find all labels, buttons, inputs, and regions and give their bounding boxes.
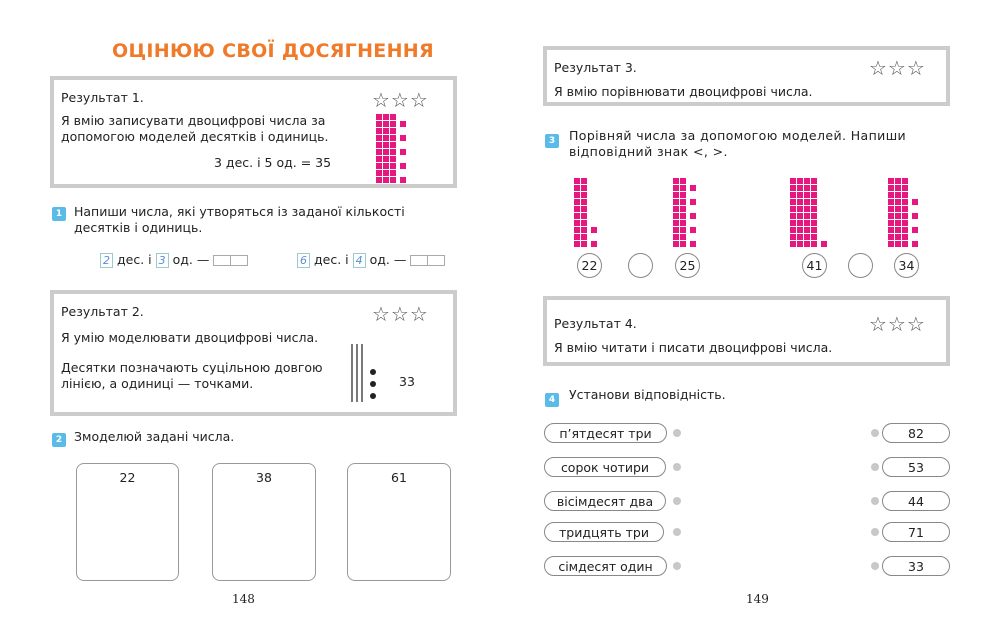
answer-cell[interactable] <box>427 255 445 266</box>
ones-digit: 3 <box>156 253 169 268</box>
word-pill[interactable]: п’ятдесят три <box>544 423 667 443</box>
tens-label: дес. і <box>313 252 349 267</box>
result-2-heading: Результат 2. <box>61 304 144 319</box>
word-pill[interactable]: тридцять три <box>544 522 664 542</box>
line-dot-model <box>350 342 390 406</box>
task-1-item-1 <box>100 252 248 269</box>
task-3-text: Порівняй числа за допомогою моделей. Напиши відповідний знак <, >. <box>569 128 907 159</box>
number-circle-25: 25 <box>675 253 700 278</box>
model-box-2[interactable] <box>212 463 316 581</box>
task-1-text: Напиши числа, які утворяться із заданої кількості десятків і одиниць. <box>74 204 405 235</box>
match-dot-right[interactable] <box>871 463 879 471</box>
result-2-text-2: Десятки позначають суцільною довгою лінією, а одиниці — точками. <box>61 360 323 391</box>
task-2-badge: 2 <box>52 433 66 447</box>
answer-cell[interactable] <box>410 255 428 266</box>
number-pill[interactable]: 53 <box>882 457 950 477</box>
page-number-right: 149 <box>746 592 769 606</box>
tens-label: дес. і <box>116 252 152 267</box>
match-dot-left[interactable] <box>673 497 681 505</box>
number-pill[interactable]: 44 <box>882 491 950 511</box>
model-box-3[interactable] <box>347 463 451 581</box>
ones-label: од. — <box>172 252 210 267</box>
word-pill[interactable]: сімдесят один <box>544 556 667 576</box>
word-pill[interactable]: вісімдесят два <box>544 491 666 511</box>
compare-model-22 <box>574 178 614 250</box>
result-3-box <box>543 46 950 106</box>
task-3-badge: 3 <box>545 134 559 148</box>
result-2-text-1: Я умію моделювати двоцифрові числа. <box>61 330 319 345</box>
compare-sign-circle-1[interactable] <box>628 253 653 278</box>
compare-model-25 <box>673 178 713 250</box>
number-circle-22: 22 <box>577 253 602 278</box>
compare-sign-circle-2[interactable] <box>848 253 873 278</box>
compare-model-34 <box>888 178 938 250</box>
result-4-box <box>543 296 950 366</box>
match-dot-right[interactable] <box>871 429 879 437</box>
result-3-stars[interactable]: ☆☆☆ <box>869 56 926 80</box>
answer-cell[interactable] <box>213 255 231 266</box>
number-circle-34: 34 <box>894 253 919 278</box>
result-1-stars[interactable]: ☆☆☆ <box>372 88 429 112</box>
task-2-text: Змоделюй задані числа. <box>74 429 235 444</box>
result-1-formula: 3 дес. і 5 од. = 35 <box>214 155 332 170</box>
match-dot-right[interactable] <box>871 528 879 536</box>
match-dot-left[interactable] <box>673 562 681 570</box>
task-1-item-2 <box>297 252 445 269</box>
match-dot-right[interactable] <box>871 562 879 570</box>
result-2-stars[interactable]: ☆☆☆ <box>372 302 429 326</box>
model-box-number: 38 <box>256 470 272 485</box>
ones-digit: 4 <box>353 253 366 268</box>
tens-digit: 2 <box>100 253 113 268</box>
match-dot-left[interactable] <box>673 463 681 471</box>
page-title: ОЦІНЮЮ СВОЇ ДОСЯГНЕННЯ <box>112 40 434 62</box>
result-4-heading: Результат 4. <box>554 316 637 331</box>
number-pill[interactable]: 33 <box>882 556 950 576</box>
result-3-text: Я вмію порівнювати двоцифрові числа. <box>554 84 813 99</box>
number-pill[interactable]: 82 <box>882 423 950 443</box>
match-dot-left[interactable] <box>673 528 681 536</box>
word-pill[interactable]: сорок чотири <box>544 457 666 477</box>
result-1-heading: Результат 1. <box>61 90 144 105</box>
match-dot-left[interactable] <box>673 429 681 437</box>
answer-cell[interactable] <box>230 255 248 266</box>
result-1-box <box>50 76 457 188</box>
number-circle-41: 41 <box>802 253 827 278</box>
result-4-stars[interactable]: ☆☆☆ <box>869 312 926 336</box>
match-dot-right[interactable] <box>871 497 879 505</box>
task-4-badge: 4 <box>545 393 559 407</box>
result-2-example: 33 <box>399 374 415 389</box>
number-pill[interactable]: 71 <box>882 522 950 542</box>
model-box-number: 22 <box>119 470 136 485</box>
task-1-badge: 1 <box>52 207 66 221</box>
result-3-heading: Результат 3. <box>554 60 637 75</box>
compare-model-41 <box>790 178 850 250</box>
page-number-left: 148 <box>232 592 255 606</box>
model-box-1[interactable] <box>76 463 179 581</box>
result-2-box <box>50 290 457 416</box>
result-1-text: Я вмію записувати двоцифрові числа за допомогою моделей десятків і одиниць. <box>61 113 329 144</box>
tens-ones-model <box>376 114 416 186</box>
ones-label: од. — <box>369 252 407 267</box>
tens-digit: 6 <box>297 253 310 268</box>
model-box-number: 61 <box>391 470 407 485</box>
task-4-text: Установи відповідність. <box>569 387 726 402</box>
result-4-text: Я вмію читати і писати двоцифрові числа. <box>554 340 833 355</box>
